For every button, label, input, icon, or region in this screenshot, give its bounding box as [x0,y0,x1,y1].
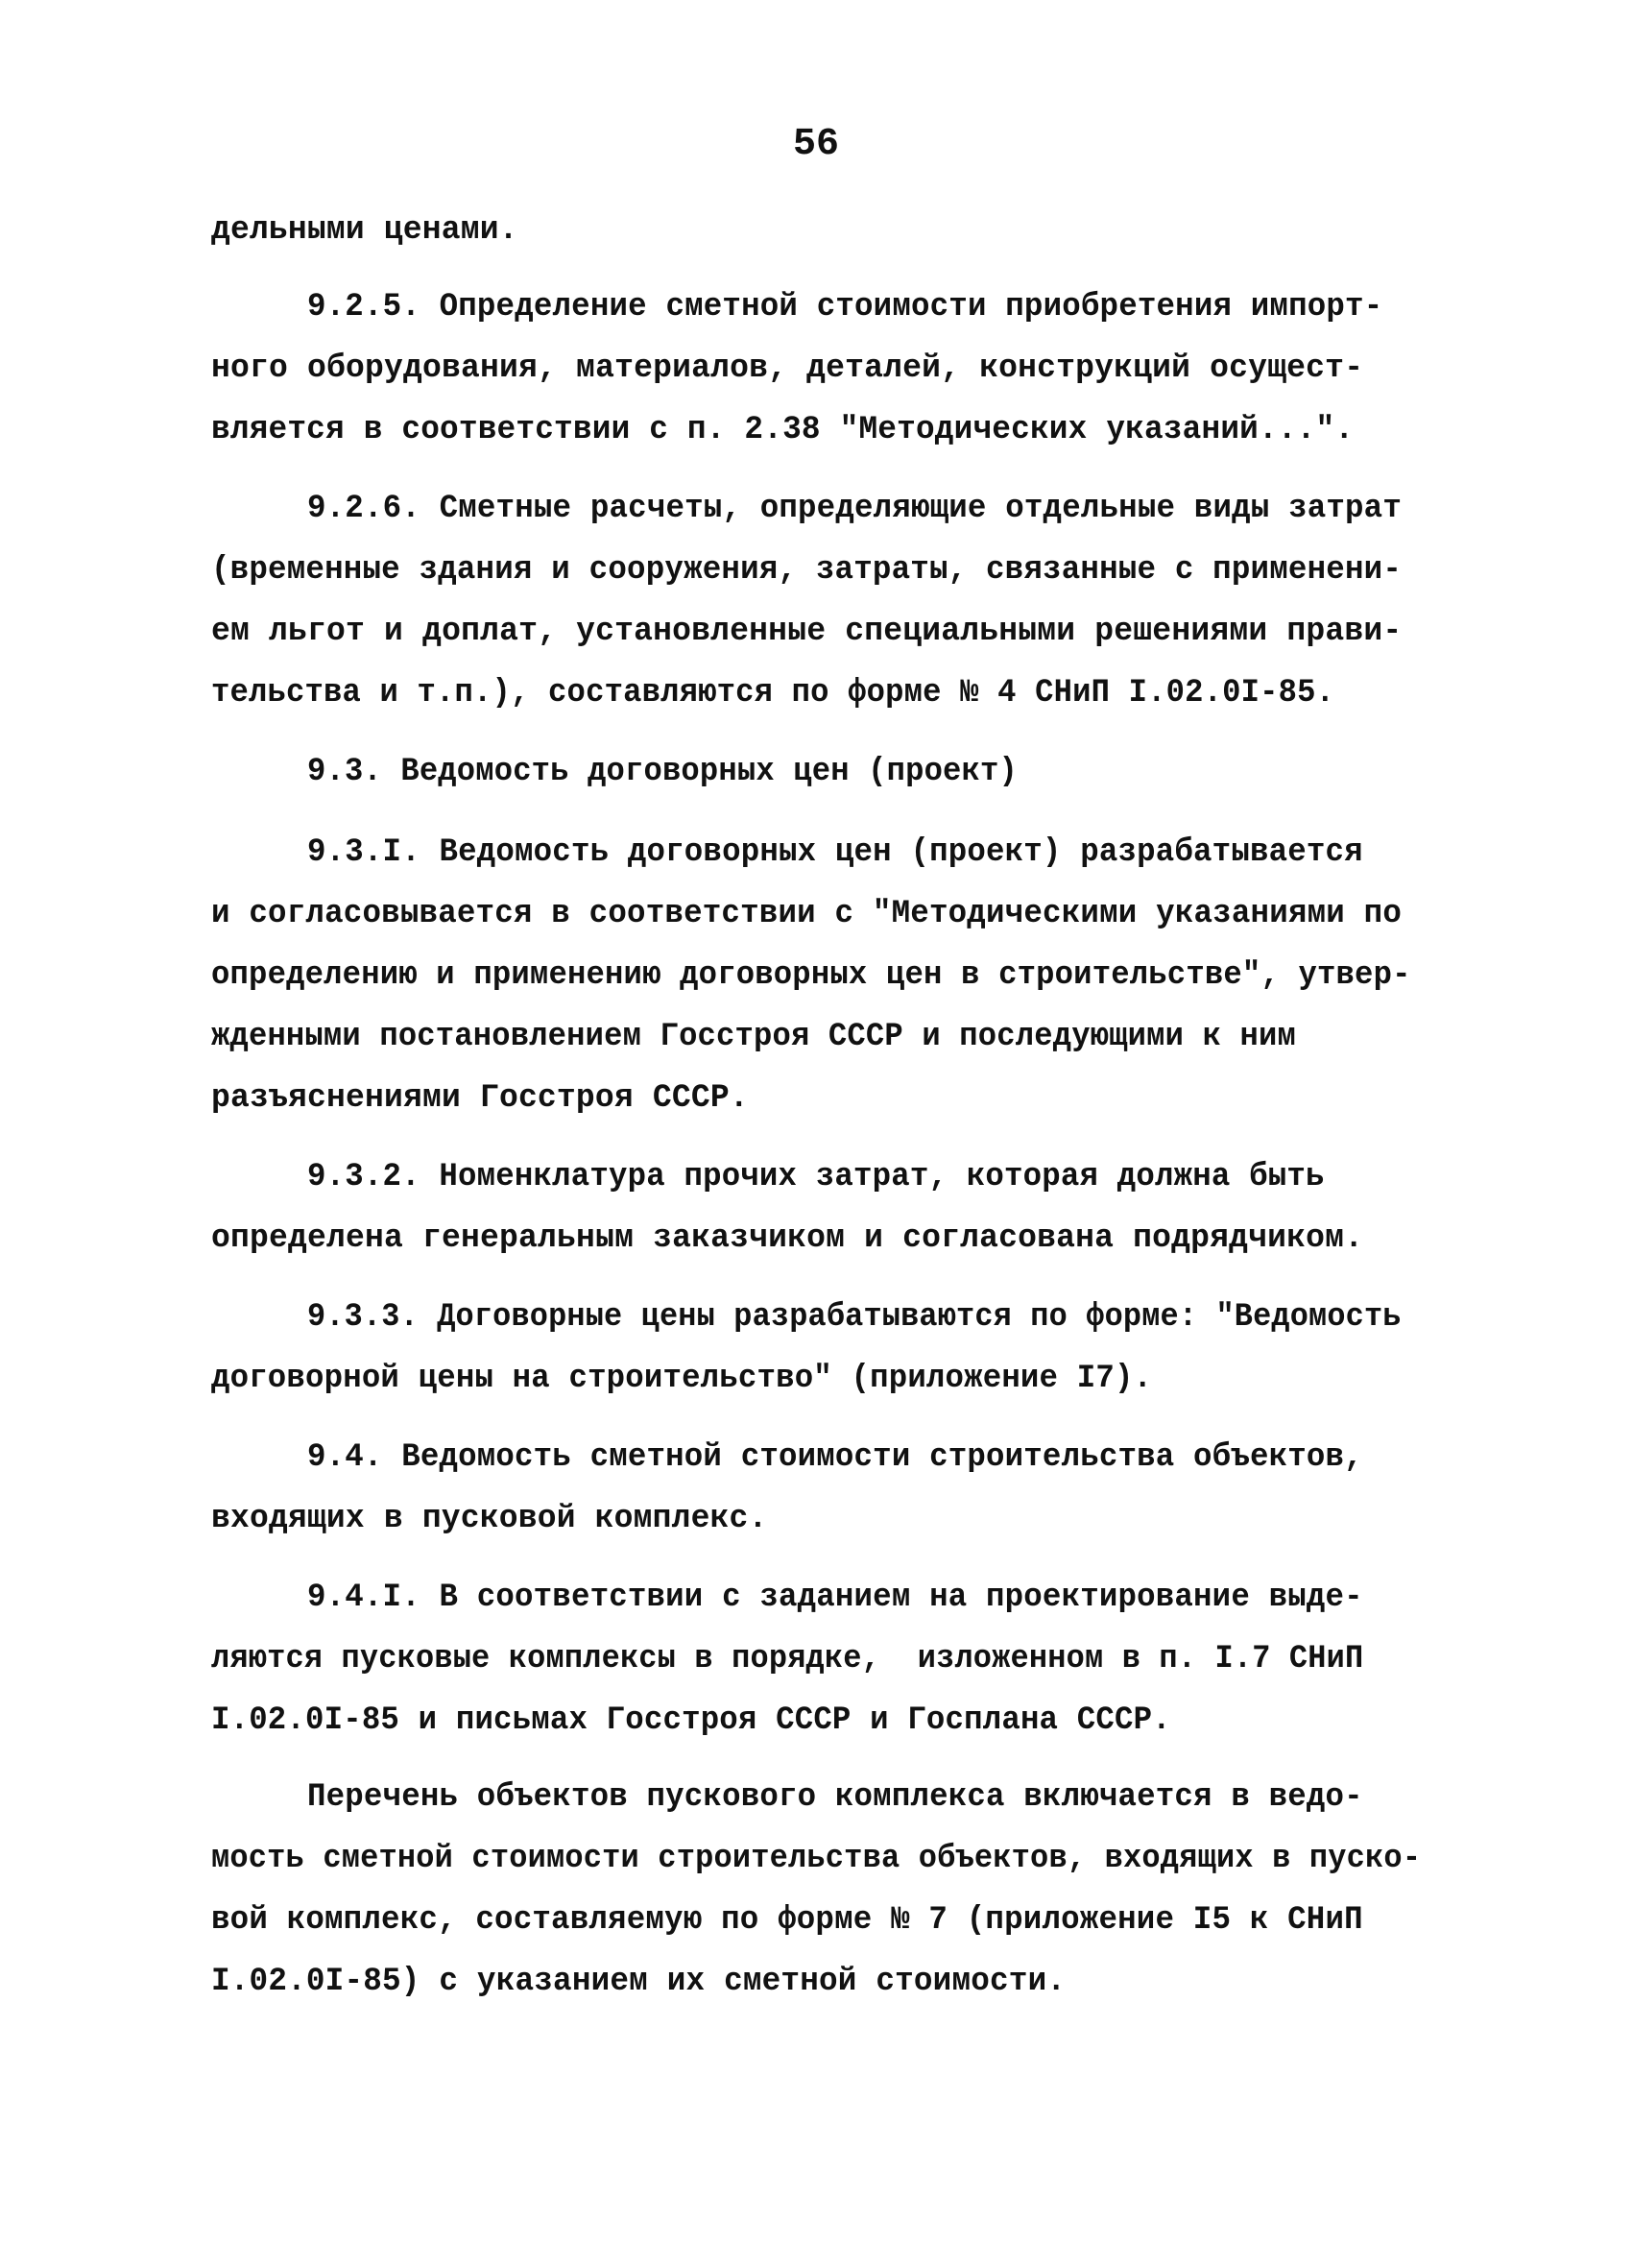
section-heading: 9.4. Ведомость сметной стоимости строительства объектов, [307,1439,1363,1476]
text-line: мость сметной стоимости строительства объектов, входящих в пуско- [211,1841,1422,1877]
text-line: (временные здания и сооружения, затраты, связанные с применени- [211,552,1403,589]
paragraph-start-line: 9.3.3. Договорные цены разрабатываются по форме: "Ведомость [307,1299,1402,1336]
paragraph-start-line: 9.4.I. В соответствии с заданием на проектирование выде- [307,1580,1363,1616]
text-line: определена генеральным заказчиком и согласована подрядчиком. [211,1220,1364,1257]
section-heading: 9.3. Ведомость договорных цен (проект) [307,754,1018,790]
section-heading-continuation: входящих в пусковой комплекс. [211,1501,768,1537]
text-line: договорной цены на строительство" (приложение I7). [211,1361,1153,1397]
text-line: и согласовывается в соответствии с "Методическими указаниями по [211,896,1403,932]
paragraph-start-line: Перечень объектов пускового комплекса включается в ведо- [307,1779,1363,1816]
text-line: определению и применению договорных цен в строительстве", утвер- [211,957,1411,994]
paragraph-start-line: 9.3.I. Ведомость договорных цен (проект) разрабатывается [307,834,1363,871]
text-line: тельства и т.п.), составляются по форме № 4 СНиП I.02.0I-85. [211,675,1335,712]
text-line: дельными ценами. [211,212,518,249]
text-line: ного оборудования, материалов, деталей, конструкций осущест- [211,350,1364,387]
text-line: I.02.0I-85 и письмах Госстроя СССР и Госплана СССР. [211,1702,1171,1739]
text-line: I.02.0I-85) с указанием их сметной стоимости. [211,1964,1067,2000]
paragraph-start-line: 9.3.2. Номенклатура прочих затрат, которая должна быть [307,1159,1325,1195]
text-line: жденными постановлением Госстроя СССР и последующими к ним [211,1019,1296,1055]
paragraph-start-line: 9.2.6. Сметные расчеты, определяющие отдельные виды затрат [307,491,1402,527]
text-line: вой комплекс, составляемую по форме № 7 (приложение I5 к СНиП [211,1902,1363,1939]
text-line: вляется в соответствии с п. 2.38 "Методических указаний...". [211,412,1355,448]
text-line: ем льгот и доплат, установленные специальными решениями прави- [211,614,1403,650]
paragraph-start-line: 9.2.5. Определение сметной стоимости приобретения импорт- [307,289,1383,326]
page-number: 56 [792,123,839,166]
text-line: разъяснениями Госстроя СССР. [211,1080,749,1117]
text-line: ляются пусковые комплексы в порядке, изложенном в п. I.7 СНиП [211,1641,1364,1677]
